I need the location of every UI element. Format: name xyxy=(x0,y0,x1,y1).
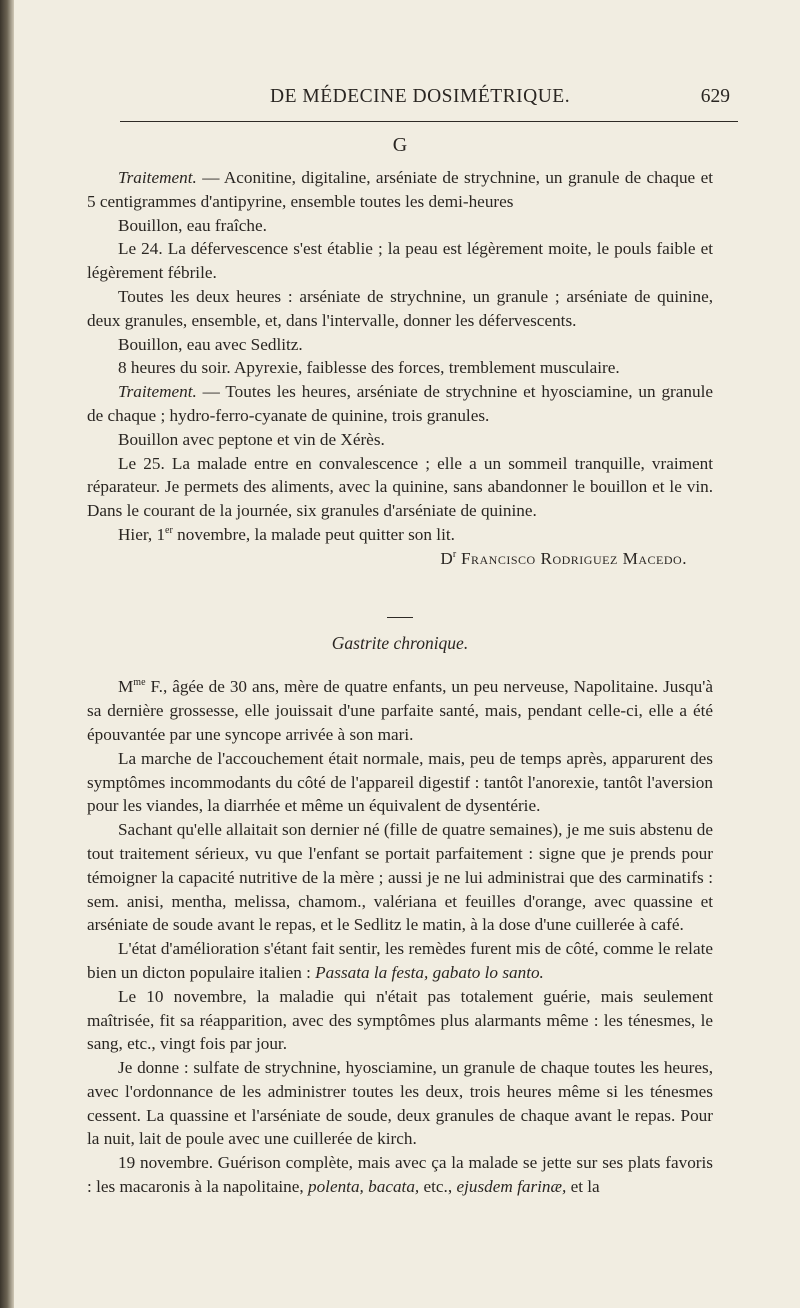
paragraph: Je donne : sulfate de strychnine, hyosciamine, un granule de chaque toutes les heures, avec l'ordonnance de les administrer toutes les deux, trois heures même si les ténesmes cessent. La quassine et l'arséniate de soude, deux granules de chaque avant le repas. Pour la nuit, lait de poule avec une cuillerée de kirch. xyxy=(87,1058,713,1149)
paragraph: Traitement. — Aconitine, digitaline, arséniate de strychnine, un granule de chaque et 5 centigrammes d'antipyrine, ensemble toutes les demi-heures xyxy=(87,168,713,211)
paragraph: 8 heures du soir. Apyrexie, faiblesse des forces, tremblement musculaire. xyxy=(118,358,620,378)
article-title: Gastrite chronique. xyxy=(331,632,469,653)
treatment-label: Traitement. xyxy=(118,168,197,187)
treatment-label: Traitement. xyxy=(118,382,197,402)
section-letter: G xyxy=(392,134,408,156)
running-header xyxy=(120,86,740,112)
paragraph: Le 10 novembre, la maladie qui n'était pas totalement guérie, mais seulement maîtrisée, fit sa réapparition, avec des symptômes plus alarmants même : les ténesmes, le sang, etc., vingt fois par jour. xyxy=(87,986,713,1054)
author-signature: $D^r$ Francisco Rodriguez Macedo. xyxy=(440,548,687,568)
running-title: DE MÉDECINE DOSIMÉTRIQUE. xyxy=(270,86,571,107)
paragraph: Toutes les deux heures : arséniate de strychnine, un granule ; arséniate de quinine, deux granules, ensemble, et, dans l'intervalle, donner les défervescents. xyxy=(87,286,713,330)
page-body xyxy=(87,166,713,1199)
paragraph: L'état d'amélioration s'étant fait sentir, les remèdes furent mis de côté, comme le relate bien un dicton populaire italien : Passata la festa, gabato lo santo. xyxy=(87,939,713,982)
paragraph: La marche de l'accouchement était normale, mais, peu de temps après, apparurent des symptômes incommodants du côté de l'appareil digestif : tantôt l'anorexie, tantôt l'aversion pour les viandes, la diarrhée et même un équivalent de dysentérie. xyxy=(87,748,713,816)
paragraph: Hier, 1er novembre, la malade peut quitter son lit. xyxy=(118,524,455,544)
page-number: 629 xyxy=(700,86,730,107)
paragraph: Traitement. — Toutes les heures, arséniate de strychnine et hyosciamine, un granule de chaque ; hydro-ferro-cyanate de quinine, trois granules. xyxy=(87,382,713,425)
paragraph: Le 24. La défervescence s'est établie ; la peau est légèrement moite, le pouls faible et légèrement fébrile. xyxy=(87,239,713,283)
paragraph: Bouillon, eau fraîche. xyxy=(118,215,267,235)
paragraph: Sachant qu'elle allaitait son dernier né (fille de quatre semaines), je me suis abstenu de tout traitement sérieux, vu que l'enfant se portait parfaitement : signe que je prends pour témoigner la capacité nutritive de la mère ; aussi je ne lui administrai que des carminatifs : sem. anisi, mentha, melissa, chamom., valériana et feuilles d'orange, avec quassine et arséniate de soude avant le repas, et le Sedlitz le matin, à la dose d'une cuillerée à café. xyxy=(87,820,713,935)
paragraph: Le 25. La malade entre en convalescence ; elle a un sommeil tranquille, vraiment réparateur. Je permets des aliments, avec la quinine, sans abandonner le bouillon et le vin. Dans le courant de la journée, six granules d'arséniate de quinine. xyxy=(87,453,713,521)
section-separator xyxy=(387,617,413,618)
paragraph: Bouillon avec peptone et vin de Xérès. xyxy=(118,429,385,449)
paragraph: 19 novembre. Guérison complète, mais avec ça la malade se jette sur ses plats favoris : les macaronis à la napolitaine, polenta, bacata, etc., ejusdem farinæ, et la xyxy=(87,1153,713,1197)
paragraph: Bouillon, eau avec Sedlitz. xyxy=(118,334,303,354)
header-rule xyxy=(120,121,738,122)
book-binding-edge xyxy=(0,0,14,1308)
paragraph: $M^{me}$ F., âgée de 30 ans, mère de quatre enfants, un peu nerveuse, Napolitaine. Jusqu'à sa dernière grossesse, elle jouissait d'une parfaite santé, mais, pendant celle-ci, elle a été épouvantée par une syncope arrivée à son mari. xyxy=(87,677,713,744)
